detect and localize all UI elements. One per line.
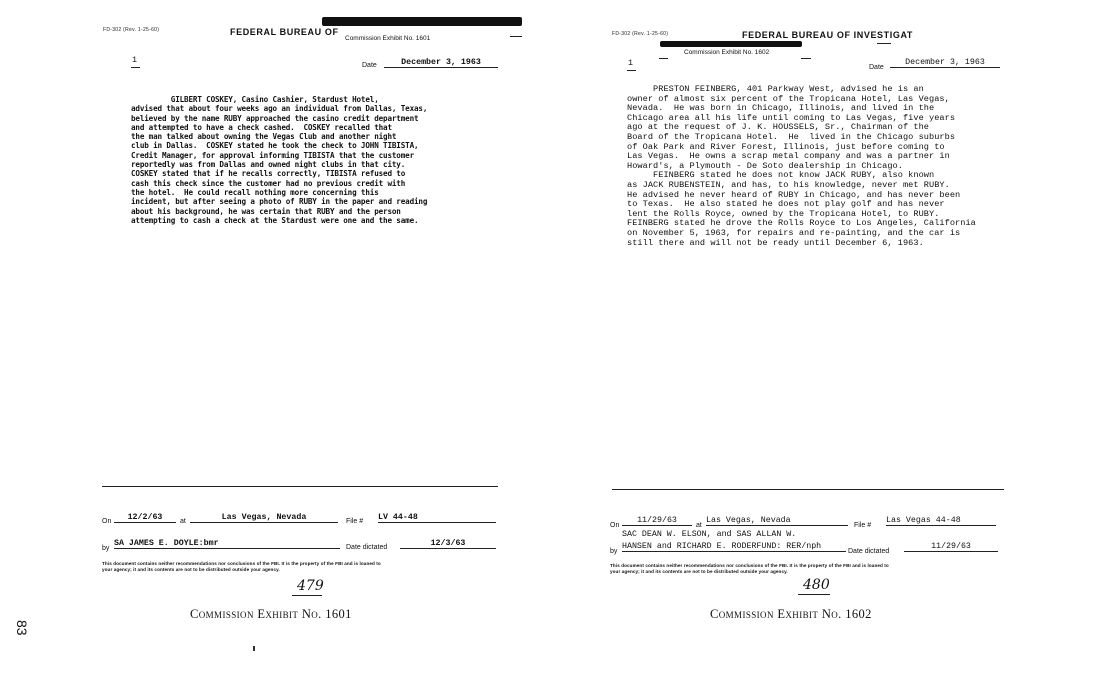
body-line: GILBERT COSKEY, Casino Cashier, Stardust Hotel, [131,95,379,104]
left-date-label: Date [362,62,377,69]
right-exhibit-header: Commission Exhibit No. 1602 [684,49,770,56]
body-line: advised that about four weeks ago an individual from Dallas, Texas, [131,104,428,114]
right-header-tick [801,58,811,59]
left-at-label: at [180,518,186,525]
left-form-number: FD-302 (Rev. 1-25-60) [103,27,160,33]
left-handwritten-underline [292,595,322,596]
body-line: Las Vegas. He owns a scrap metal company and was a partner in [627,151,950,162]
right-body-text [627,85,976,248]
body-line: and attempted to have a check cashed. COSKEY recalled that [131,122,392,132]
right-redaction-bar [660,41,802,47]
left-on-label: On [102,518,112,525]
right-by-label: by [610,548,618,555]
right-disclaimer [610,563,1010,575]
right-header-tick [659,58,668,59]
right-handwritten-number: 480 [803,577,830,593]
right-location: Las Vegas, Nevada [706,516,848,526]
body-line: Nevada. He was born in Chicago, Illinois, and lived in the [627,103,935,114]
body-line: owner of almost six percent of the Tropicana Hotel, Las Vegas, [627,93,950,104]
right-date-label: Date [869,64,884,71]
right-on-date: 11/29/63 [622,516,692,526]
body-line: believed by the name RUBY approached the casino credit department [131,113,419,123]
right-dictated-label: Date dictated [848,548,890,555]
left-redaction-bar [322,17,522,26]
right-file-number: Las Vegas 44-48 [886,516,996,526]
disclaimer-line: This document contains neither recommendations nor conclusions of the FBI. It is the property of the FBI and is loaned to [610,563,889,568]
right-on-label: On [610,522,620,529]
body-line: PRESTON FEINBERG, 401 Parkway West, advised he is an [627,84,924,94]
right-by-line1: SAC DEAN W. ELSON, and SAS ALLAN W. [622,530,797,539]
body-line: as JACK RUBENSTEIN, and has, to his knowledge, never met RUBY. [627,179,950,190]
body-line: the man talked about owning the Vegas Club and another night [131,132,397,142]
left-file-label: File # [346,518,364,525]
left-dictated-label: Date dictated [346,544,388,551]
right-bureau-header: FEDERAL BUREAU OF INVESTIGAT [742,30,913,40]
right-dictated-date: 11/29/63 [904,542,998,552]
body-line: Howard's, a Plymouth - De Soto dealership in Chicago. [627,160,903,171]
left-bureau-header: FEDERAL BUREAU OF [230,27,339,37]
body-line: club in Dallas. COSKEY stated he took the check to JOHN TIBISTA, [131,141,419,151]
body-line: Credit Manager, for approval informing TIBISTA that the customer [131,150,414,160]
left-dictated-date: 12/3/63 [400,539,496,549]
left-handwritten-number: 479 [297,578,324,594]
body-line: Chicago area all his life until coming to Las Vegas, five years [627,112,956,123]
left-location: Las Vegas, Nevada [190,513,338,523]
right-form-number: FD-302 (Rev. 1-25-60) [612,31,669,37]
left-date: December 3, 1963 [384,58,498,68]
body-line: of Oak Park and River Forest, Illinois, just before coming to [627,141,945,152]
body-line: reportedly was from Dallas and owned night clubs in that city. [131,160,406,170]
disclaimer-line: your agency; it and its contents are not to be distributed outside your agency. [610,569,788,574]
body-line: on November 5, 1963, for repairs and re-painting, and the car is [627,227,961,238]
right-file-label: File # [854,522,872,529]
disclaimer-line: your agency; it and its contents are not to be distributed outside your agency. [102,567,280,572]
left-body-text [131,95,427,225]
body-line: attempting to cash a check at the Stardust were one and the same. [131,215,419,225]
left-by: SA JAMES E. DOYLE:bmr [114,539,340,549]
left-by-label: by [102,545,110,552]
right-caption: Commission Exhibit No. 1602 [710,607,872,621]
body-line: COSKEY stated that if he recalls correctly, TIBISTA refused to [131,169,406,179]
right-page-underline [627,70,636,71]
body-line: incident, but after seeing a photo of RUBY in the paper and reading [131,197,428,207]
left-ink-mark [253,646,255,651]
right-page-number: 1 [628,59,633,68]
left-page-underline [131,67,140,68]
left-caption: Commission Exhibit No. 1601 [190,607,352,621]
right-by-line2: HANSEN and RICHARD E. RODERFUND: RER/nph [622,542,846,552]
body-line: still there and will not be ready until December 6, 1963. [627,237,924,248]
left-on-date: 12/2/63 [114,513,176,523]
body-line: about his background, he was certain that RUBY and the person [131,206,401,216]
right-at-label: at [696,522,702,529]
right-handwritten-underline [798,594,830,595]
body-line: to Texas. He also stated he does not play golf and has never [627,199,945,210]
left-disclaimer [102,561,502,573]
right-header-dash [877,43,891,44]
body-line: FEINBERG stated he does not know JACK RUBY, also known [627,170,935,181]
right-footer-rule [612,489,1004,490]
left-exhibit-header: Commission Exhibit No. 1601 [345,35,431,42]
disclaimer-line: This document contains neither recommendations nor conclusions of the FBI. It is the property of the FBI and is loaned to [102,561,381,566]
left-footer-rule [102,486,498,487]
left-header-dash [510,36,522,37]
body-line: lent the Rolls Royce, owned by the Tropicana Hotel, to RUBY. [627,208,940,219]
body-line: Board of the Tropicana Hotel. He lived in the Chicago suburbs [627,131,956,142]
body-line: FEINBERG stated he drove the Rolls Royce to Los Angeles, California [627,218,976,229]
left-file-number: LV 44-48 [378,513,496,523]
body-line: cash this check since the customer had no previous credit with [131,178,406,188]
body-line: ago at the request of J. K. HOUSSELS, Sr., Chairman of the [627,122,930,133]
left-page-number: 1 [132,56,137,65]
body-line: He advised he never heard of RUBY in Chicago, and has never been [627,189,961,200]
right-date: December 3, 1963 [890,58,1000,68]
body-line: the hotel. He could recall nothing more concerning this [131,187,379,197]
page-number: 83 [14,620,30,636]
